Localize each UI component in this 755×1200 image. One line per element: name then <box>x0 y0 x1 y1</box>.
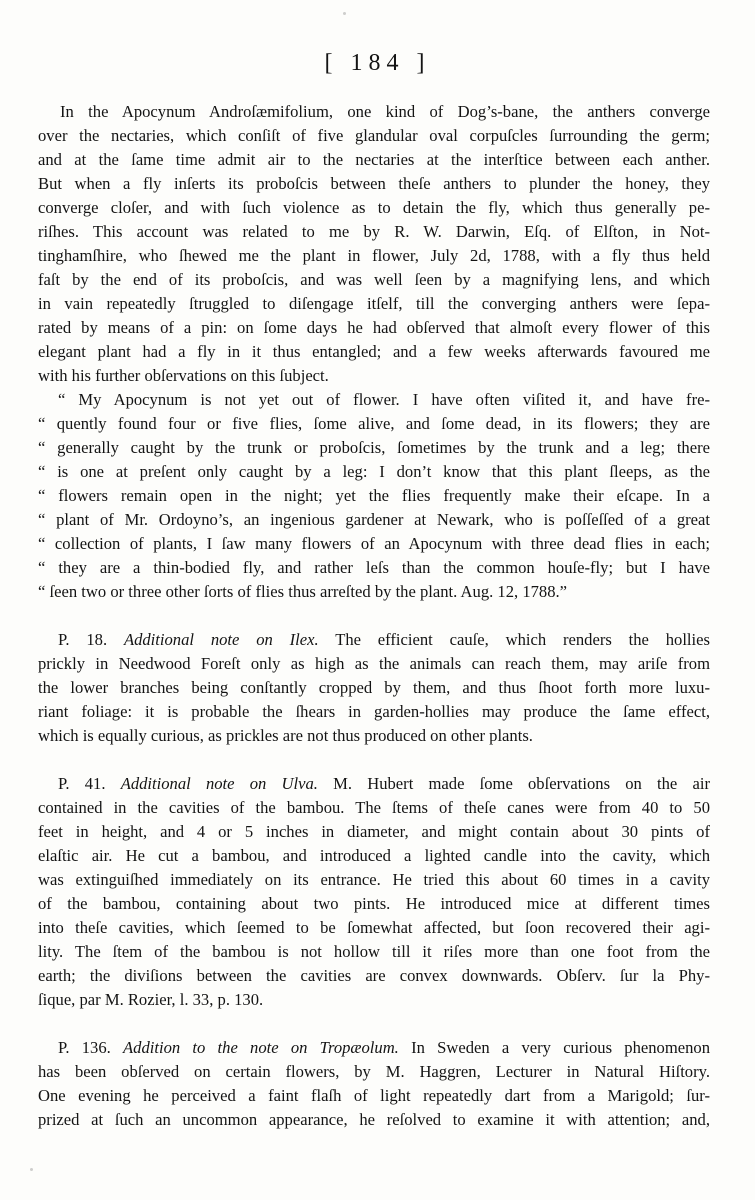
quote-line: “ flowers remain open in the night; yet the flies frequently make their eſcape. In a <box>38 486 710 505</box>
text-line: riſhes. This account was related to me by R. W. Darwin, Eſq. of Elſton, in Not- <box>38 222 710 241</box>
quote-line: “ collection of plants, I ſaw many flowers of an Apocynum with three dead flies in each; <box>38 534 710 553</box>
paper-speck <box>30 1168 33 1171</box>
text-line: contained in the cavities of the bambou. The ſtems of theſe canes were from 40 to 50 <box>38 798 710 817</box>
quote-line: “ is one at preſent only caught by a leg: I don’t know that this plant ſleeps, as the <box>38 462 710 481</box>
text-line: has been obſerved on certain flowers, by M. Haggren, Lecturer in Natural Hiſtory. <box>38 1062 710 1081</box>
text-line: prickly in Needwood Foreſt only as high as the animals can reach them, may ariſe from <box>38 654 710 673</box>
page-reference: P. 18. <box>58 630 108 649</box>
text-line: converge cloſer, and with ſuch violence as to detain the fly, which thus generally pe- <box>38 198 710 217</box>
page-reference: P. 136. <box>58 1038 111 1057</box>
text-line: riant foliage: it is probable the ſhears in garden-hollies may produce the ſame effect, <box>38 702 710 721</box>
page-reference: P. 41. <box>58 774 106 793</box>
quote-line: “ quently found four or five flies, ſome alive, and ſome dead, in its flowers; they are <box>38 414 710 433</box>
text-run: The efficient cauſe, which renders the hollies <box>335 630 710 649</box>
text-line: which is equally curious, as prickles are not thus produced on other plants. <box>38 726 533 745</box>
text-line: over the nectaries, which conſiſt of five glandular oval corpuſcles ſurrounding the germ; <box>38 126 710 145</box>
text-line: and at the ſame time admit air to the nectaries at the interſtice between each anther. <box>38 150 710 169</box>
text-line: with his further obſervations on this ſubject. <box>38 366 329 385</box>
quote-line: “ they are a thin-bodied fly, and rather leſs than the common houſe-fly; but I have <box>38 558 710 577</box>
text-line: prized at ſuch an uncommon appearance, he reſolved to examine it with attention; and, <box>38 1110 710 1129</box>
text-line: But when a fly inſerts its proboſcis between theſe anthers to plunder the honey, they <box>38 174 710 193</box>
text-line: lity. The ſtem of the bambou is not hollow till it riſes more than one foot from the <box>38 942 710 961</box>
text-line: in vain repeatedly ſtruggled to diſengage itſelf, till the converging anthers were ſepa- <box>38 294 710 313</box>
text-line: was extinguiſhed immediately on its entrance. He tried this about 60 times in a cavity <box>38 870 710 889</box>
text-line: One evening he perceived a faint flaſh of light repeatedly dart from a Marigold; ſur- <box>38 1086 710 1105</box>
quote-line: “ My Apocynum is not yet out of flower. I have often viſited it, and have fre- <box>58 390 710 409</box>
page-number: [ 184 ] <box>324 50 431 76</box>
text-line: elegant plant had a fly in it thus entangled; and a few weeks afterwards favoured me <box>38 342 710 361</box>
text-line: feet in height, and 4 or 5 inches in diameter, and might contain about 30 pints of <box>38 822 710 841</box>
quote-line: “ plant of Mr. Ordoyno’s, an ingenious gardener at Newark, who is poſſeſſed of a great <box>38 510 710 529</box>
text-line <box>38 772 710 796</box>
text-line: tinghamſhire, who ſhewed me the plant in flower, July 2d, 1788, with a fly thus held <box>38 246 710 265</box>
text-run: In Sweden a very curious phenomenon <box>411 1038 710 1057</box>
quote-line: “ ſeen two or three other ſorts of flies thus arreſted by the plant. Aug. 12, 1788.” <box>38 582 568 601</box>
text-run: M. Hubert made ſome obſervations on the air <box>333 774 710 793</box>
text-line: ſique, par M. Rozier, l. 33, p. 130. <box>38 990 264 1009</box>
text-line: into theſe cavities, which ſeemed to be ſomewhat affected, but ſoon recovered their agi- <box>38 918 710 937</box>
note-heading: Additional note on Ulva. <box>120 774 318 793</box>
text-line: In the Apocynum Androſæmifolium, one kind of Dog’s-bane, the anthers converge <box>60 102 710 121</box>
note-heading: Additional note on Ilex. <box>123 630 319 649</box>
text-line: faſt by the end of its proboſcis, and was well ſeen by a magnifying lens, and which <box>38 270 710 289</box>
text-line: earth; the diviſions between the cavities are convex downwards. Obſerv. ſur la Phy- <box>38 966 710 985</box>
text-line: rated by means of a pin: on ſome days he had obſerved that almoſt every flower of this <box>38 318 710 337</box>
text-line: the lower branches being conſtantly cropped by them, and thus ſhoot forth more luxu- <box>38 678 710 697</box>
note-heading: Addition to the note on Tropæolum. <box>123 1038 399 1057</box>
quote-line: “ generally caught by the trunk or proboſcis, ſometimes by the trunk and a leg; there <box>38 438 710 457</box>
text-line: of the bambou, containing about two pints. He introduced mice at different times <box>38 894 710 913</box>
paper-speck <box>343 12 346 15</box>
text-line <box>38 628 710 652</box>
text-line <box>38 1036 710 1060</box>
text-line: elaſtic air. He cut a bambou, and introduced a lighted candle into the cavity, which <box>38 846 710 865</box>
